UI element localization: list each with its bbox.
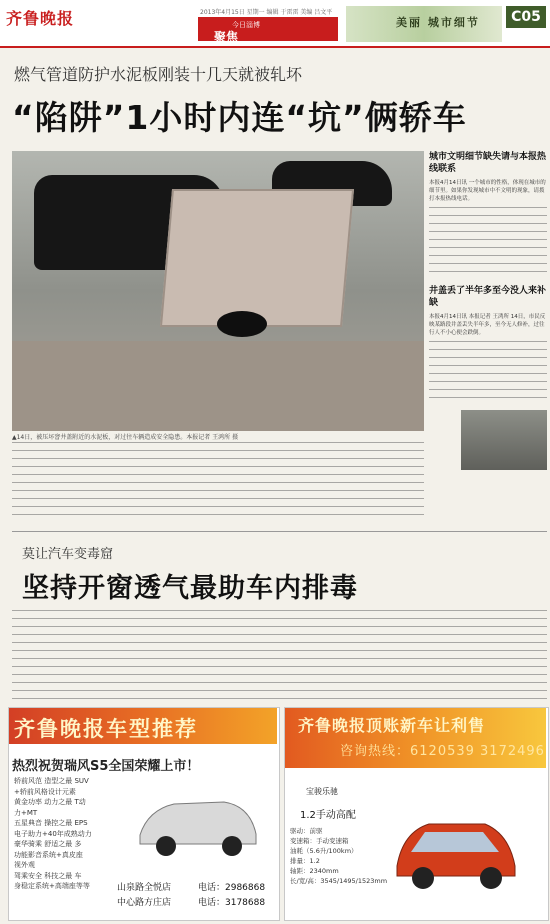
column-banner-text: 美丽 城市细节 (396, 16, 480, 29)
compact-car-image (385, 810, 527, 892)
spec-line: 油耗（5.6升/100km） (290, 847, 358, 855)
spec-line: 长/宽/高：3545/1495/1523mm (290, 877, 388, 885)
feature-line: 力+MT (14, 808, 38, 817)
feature-line: 身稳定系统+高端座等等 (14, 882, 90, 890)
story1-photo-caption: ▲14日，被压坏窨井盖附近的水泥板，对过往车辆造成安全隐患。本报记者 王鸿所 摄 (12, 434, 239, 441)
side-text-2: 本报4月14日讯 本报记者 王鸿所 14日，市民反映某路段井盖丢失半年多，至今无人修补，过往行人不小心便会跌倒。 (429, 314, 546, 336)
ad-left-title: 齐鲁晚报车型推荐 (14, 717, 198, 741)
side-text-1-body (429, 207, 547, 277)
spec-line: 变速箱：手动变速箱 (290, 837, 349, 845)
ad-right-model: 1.2手动高配 (300, 810, 356, 821)
spec-line: 排量：1.2 (290, 857, 320, 865)
feature-line: 功能影音系统+真皮座 (14, 850, 83, 859)
concrete-slab (160, 189, 354, 327)
store-name: 山泉路全悦店 (117, 883, 172, 893)
story2-kicker: 莫让汽车变毒窟 (22, 547, 114, 562)
suv-image (130, 790, 264, 860)
ad-left-headline: 热烈祝贺瑞风S5全国荣耀上市！ (12, 759, 200, 774)
side-column (429, 151, 547, 561)
spec-line: 驱动：前驱 (290, 827, 323, 835)
story1-kicker: 燃气管道防护水泥板刚装十几天就被轧坏 (14, 65, 303, 84)
ad-left-feature-list (14, 776, 114, 892)
section-divider (12, 531, 547, 532)
story1-body-text (12, 442, 424, 520)
broken-pavement (12, 341, 424, 431)
feature-line: 驾乘安全 科技之最 车 (14, 871, 82, 880)
ad-right-brand: 宝骏乐驰 (306, 787, 338, 796)
side-text-2-body (429, 341, 547, 401)
feature-line: 黄金功率 动力之最 T动 (14, 798, 86, 806)
store-phone: 电话：3178688 (198, 898, 266, 908)
feature-line: 豪华骑乘 舒适之最 多 (14, 840, 82, 848)
page-number: C05 (506, 6, 546, 28)
publication-info: 2013年4月15日 星期一 编辑 于雷雷 美编 吕文平 (200, 9, 333, 16)
feature-line: 视外观 (14, 861, 35, 869)
ad-right-hotline: 咨询热线：6120539 3172496 (340, 744, 545, 759)
city-label: 今日淄博 (232, 21, 260, 29)
side-text-1: 本报4月14日讯 一个城市的性格，体现在城市的细节里。如果你发现城市中不文明的现象，请拨打本报热线电话。 (429, 180, 546, 202)
story2-body-text (12, 610, 547, 702)
story2-headline: 坚持开窗透气最助车内排毒 (22, 573, 358, 604)
feature-line: +轿前风格设计元素 (14, 787, 76, 796)
newspaper-logo: 齐鲁晚报 (6, 9, 75, 28)
story1-headline: “陷阱”1小时内连“坑”俩轿车 (12, 98, 467, 137)
store-phone: 电话：2986868 (198, 883, 266, 893)
spec-line: 轴距：2340mm (290, 867, 339, 875)
side-photo (461, 410, 547, 470)
story1-photo (12, 151, 424, 431)
feature-line: 五星典音 操控之最 EPS (14, 819, 88, 827)
side-headline-2: 井盖丢了半年多至今没人来补缺 (429, 286, 547, 308)
feature-line: 电子助力+40年成熟动力 (14, 829, 92, 838)
pit-hole (217, 311, 267, 337)
store-name: 中心路方庄店 (117, 898, 172, 908)
ad-right-title: 齐鲁晚报顶账新车让利售 (298, 716, 486, 735)
side-headline-1: 城市文明细节缺失请与本报热线联系 (429, 152, 547, 174)
feature-line: 轿前风范 造型之最 SUV (14, 777, 89, 785)
section-label: 聚焦 (214, 30, 239, 44)
top-rule (0, 46, 550, 48)
